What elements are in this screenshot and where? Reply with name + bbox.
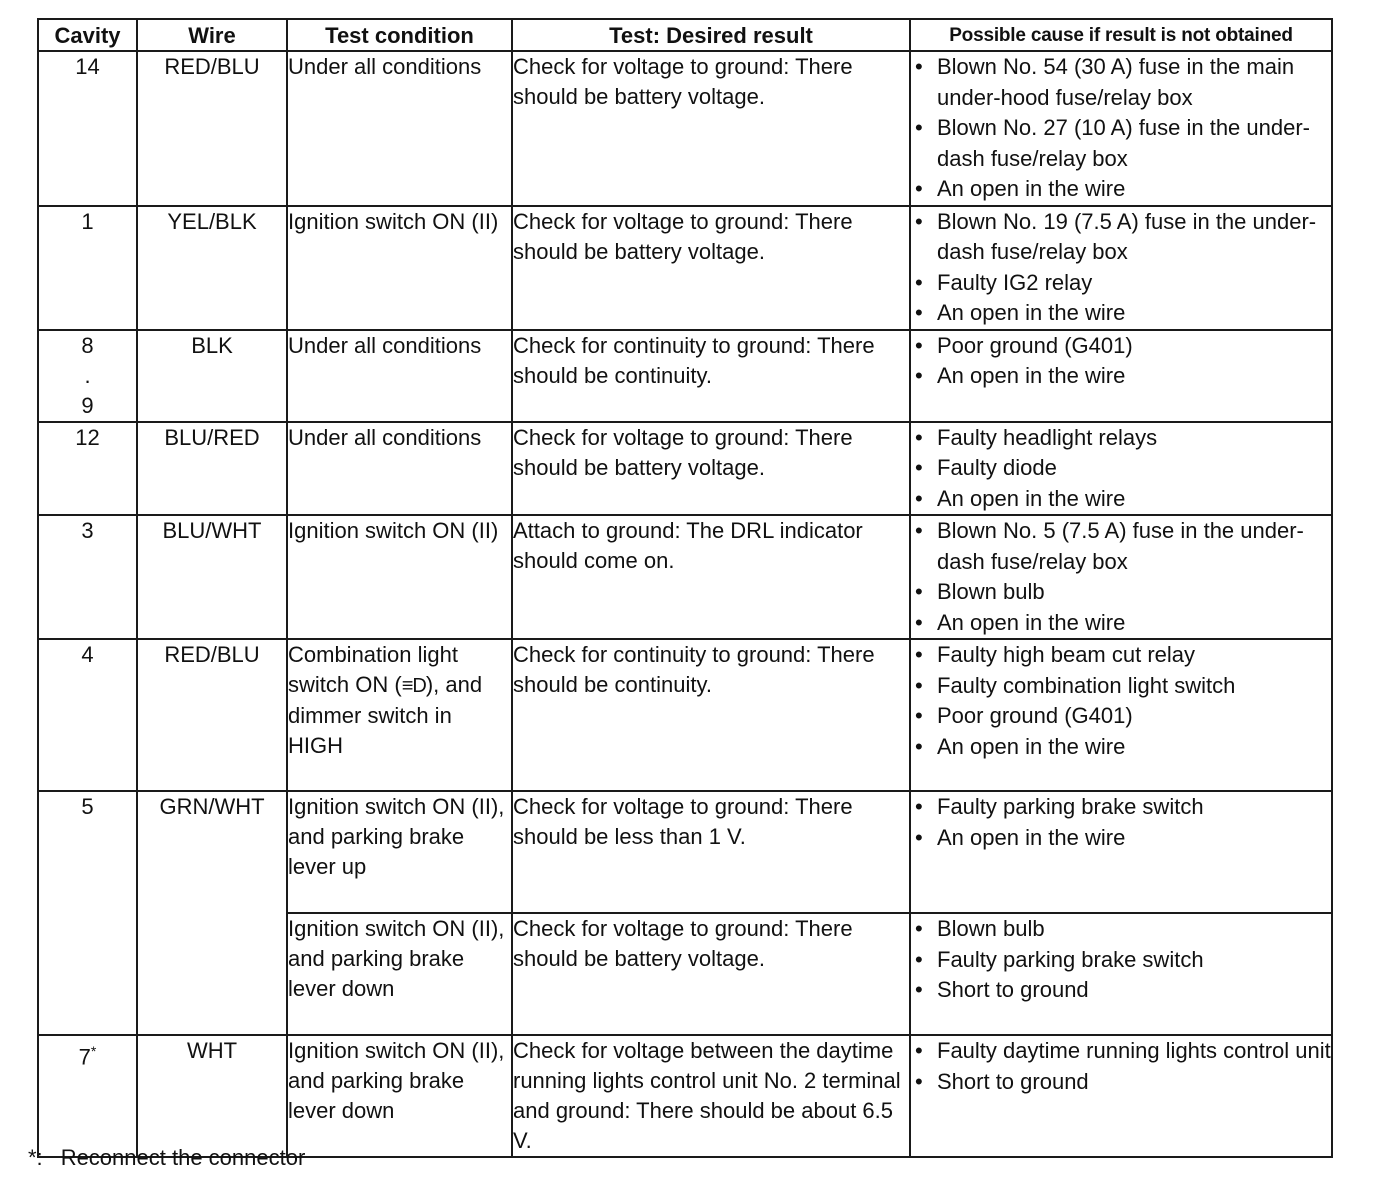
- condition-cell: Under all conditions: [287, 51, 512, 206]
- condition-cell: Under all conditions: [287, 330, 512, 422]
- cavity-cell: [38, 1035, 137, 1157]
- cause-cell: [910, 330, 1332, 422]
- cavity-cell: [38, 330, 137, 422]
- cavity-cell: 14: [38, 51, 137, 206]
- table-row: [38, 639, 1332, 791]
- list-item: • Faulty IG2 relay: [911, 268, 1331, 299]
- cavity-cell: 3: [38, 515, 137, 639]
- cause-list: [911, 1036, 1331, 1097]
- list-item: • Faulty high beam cut relay: [911, 640, 1331, 671]
- cavity-cell: 4: [38, 639, 137, 791]
- table-row: [38, 206, 1332, 330]
- cause-list: [911, 423, 1331, 515]
- list-item: • Faulty headlight relays: [911, 423, 1331, 454]
- result-cell: Check for voltage to ground: There should be less than 1 V.: [512, 791, 910, 913]
- list-item: • An open in the wire: [911, 484, 1331, 515]
- list-item: • Blown bulb: [911, 577, 1331, 608]
- cavity-number: 7: [78, 1044, 91, 1070]
- table-row: [38, 791, 1332, 913]
- list-item: • Poor ground (G401): [911, 701, 1331, 732]
- wire-cell: BLU/RED: [137, 422, 287, 516]
- list-item: • Short to ground: [911, 975, 1331, 1006]
- cause-list: [911, 914, 1331, 1006]
- header-row: [38, 19, 1332, 51]
- list-item: • An open in the wire: [911, 174, 1331, 205]
- result-cell: Attach to ground: The DRL indicator should come on.: [512, 515, 910, 639]
- cause-cell: [910, 913, 1332, 1035]
- cause-cell: [910, 515, 1332, 639]
- wire-cell: WHT: [137, 1035, 287, 1157]
- list-item: • Blown No. 19 (7.5 A) fuse in the under-dash fuse/relay box: [911, 207, 1331, 268]
- headlight-high-beam-icon: ≡D: [401, 675, 426, 697]
- result-cell: Check for continuity to ground: There should be continuity.: [512, 330, 910, 422]
- table-row: [38, 330, 1332, 422]
- cause-cell: [910, 51, 1332, 206]
- header-test-condition: Test condition: [287, 19, 512, 51]
- wire-cell: RED/BLU: [137, 639, 287, 791]
- table-row: [38, 1035, 1332, 1157]
- list-item: • An open in the wire: [911, 732, 1331, 763]
- header-cavity: Cavity: [38, 19, 137, 51]
- condition-cell: Ignition switch ON (II): [287, 515, 512, 639]
- cause-list: [911, 792, 1331, 853]
- list-item: • Faulty parking brake switch: [911, 945, 1331, 976]
- wire-cell: BLU/WHT: [137, 515, 287, 639]
- cause-list: [911, 331, 1331, 392]
- result-cell: Check for voltage to ground: There should be battery voltage.: [512, 913, 910, 1035]
- footnote-mark: *:: [28, 1145, 43, 1170]
- result-cell: Check for continuity to ground: There should be continuity.: [512, 639, 910, 791]
- list-item: • Blown No. 27 (10 A) fuse in the under-dash fuse/relay box: [911, 113, 1331, 174]
- footnote: [28, 1144, 305, 1172]
- cause-list: [911, 52, 1331, 205]
- list-item: • Short to ground: [911, 1067, 1331, 1098]
- result-cell: Check for voltage to ground: There should be battery voltage.: [512, 422, 910, 516]
- footnote-text: Reconnect the connector: [60, 1145, 306, 1170]
- condition-cell: [287, 639, 512, 791]
- table-row: [38, 515, 1332, 639]
- cause-list: [911, 516, 1331, 638]
- list-item: • Blown bulb: [911, 914, 1331, 945]
- condition-cell: Ignition switch ON (II), and parking brake lever down: [287, 913, 512, 1035]
- cause-list: [911, 207, 1331, 329]
- condition-cell: Ignition switch ON (II), and parking brake lever down: [287, 1035, 512, 1157]
- cavity-cell: 1: [38, 206, 137, 330]
- list-item: • An open in the wire: [911, 298, 1331, 329]
- list-item: • Faulty daytime running lights control unit: [911, 1036, 1331, 1067]
- wire-cell: RED/BLU: [137, 51, 287, 206]
- cavity-line: .: [84, 362, 91, 388]
- result-cell: Check for voltage to ground: There should be battery voltage.: [512, 206, 910, 330]
- cause-list: [911, 640, 1331, 762]
- wire-cell: GRN/WHT: [137, 791, 287, 1035]
- list-item: • Faulty combination light switch: [911, 671, 1331, 702]
- cavity-line: 9: [81, 392, 94, 418]
- condition-text: ), and dimmer switch in HIGH: [288, 672, 483, 758]
- wire-cell: YEL/BLK: [137, 206, 287, 330]
- condition-text: Combination light switch ON (: [288, 642, 458, 697]
- header-wire: Wire: [137, 19, 287, 51]
- cause-cell: [910, 206, 1332, 330]
- diagnostic-table: [37, 18, 1333, 1158]
- list-item: • Blown No. 54 (30 A) fuse in the main under-hood fuse/relay box: [911, 52, 1331, 113]
- wire-cell: BLK: [137, 330, 287, 422]
- cause-cell: [910, 639, 1332, 791]
- cause-cell: [910, 422, 1332, 516]
- condition-cell: Ignition switch ON (II), and parking brake lever up: [287, 791, 512, 913]
- cause-cell: [910, 1035, 1332, 1157]
- cavity-cell: 12: [38, 422, 137, 516]
- table-row: [38, 422, 1332, 516]
- result-cell: Check for voltage between the daytime running lights control unit No. 2 terminal and ground: There should be about 6.5 V.: [512, 1035, 910, 1157]
- list-item: • Faulty diode: [911, 453, 1331, 484]
- header-possible-cause: Possible cause if result is not obtained: [910, 19, 1332, 51]
- table-row: [38, 51, 1332, 206]
- cavity-line: 8: [81, 332, 94, 358]
- result-cell: Check for voltage to ground: There should be battery voltage.: [512, 51, 910, 206]
- list-item: • Poor ground (G401): [911, 331, 1331, 362]
- header-desired-result: Test: Desired result: [512, 19, 910, 51]
- condition-cell: Under all conditions: [287, 422, 512, 516]
- condition-cell: Ignition switch ON (II): [287, 206, 512, 330]
- cavity-cell: 5: [38, 791, 137, 1035]
- list-item: • Faulty parking brake switch: [911, 792, 1331, 823]
- list-item: • Blown No. 5 (7.5 A) fuse in the under-dash fuse/relay box: [911, 516, 1331, 577]
- list-item: • An open in the wire: [911, 361, 1331, 392]
- list-item: • An open in the wire: [911, 823, 1331, 854]
- cause-cell: [910, 791, 1332, 913]
- footnote-marker: *: [90, 1043, 97, 1059]
- list-item: • An open in the wire: [911, 608, 1331, 639]
